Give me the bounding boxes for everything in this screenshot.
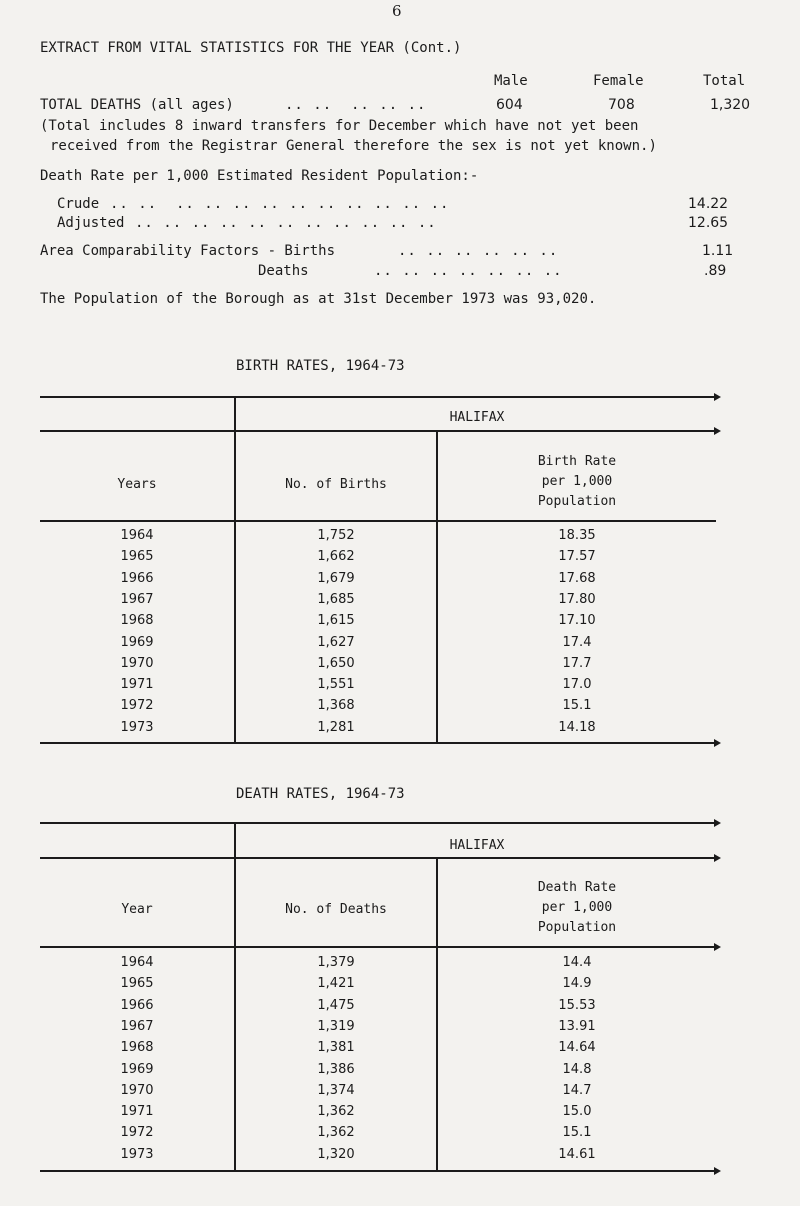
count-cell: 1,475	[317, 997, 355, 1013]
year-cell: 1972	[120, 1125, 154, 1141]
year-cell: 1965	[120, 549, 154, 565]
table-rule	[40, 742, 716, 744]
table-rule	[40, 946, 716, 948]
table-rule	[40, 396, 716, 398]
year-cell: 1967	[120, 1018, 154, 1034]
table-rule	[40, 520, 716, 522]
year-cell: 1966	[120, 997, 154, 1013]
birth-col-rate-line1: Birth Rate	[537, 454, 617, 469]
rate-cell: 17.7	[562, 655, 592, 671]
arrow-icon	[714, 854, 721, 862]
rate-cell: 15.1	[562, 698, 592, 714]
count-cell: 1,662	[317, 549, 355, 565]
rate-cell: 14.4	[562, 955, 592, 970]
rate-cell: 14.61	[558, 1146, 596, 1162]
count-cell: 1,368	[317, 698, 355, 714]
year-cell: 1967	[120, 591, 154, 607]
year-cell: 1970	[120, 1082, 154, 1098]
birth-col-years: Years	[117, 477, 157, 492]
leader-dots: .. .. .. .. .. ..	[398, 243, 559, 259]
year-cell: 1968	[120, 613, 154, 629]
rate-cell: 17.80	[558, 591, 596, 607]
acf-deaths-label: Deaths	[258, 263, 309, 279]
birth-col-rate-line3: Population	[537, 494, 617, 509]
rate-cell: 14.64	[558, 1040, 596, 1056]
death-col-deaths: No. of Deaths	[285, 902, 387, 917]
year-cell: 1965	[120, 976, 154, 992]
death-table-title: DEATH RATES, 1964-73	[236, 786, 405, 802]
death-col-rate-line3: Population	[537, 920, 617, 935]
table-rule	[40, 430, 716, 432]
rate-cell: 17.10	[558, 613, 596, 629]
col-total-label: Total	[703, 73, 746, 89]
acf-deaths-value: .89	[704, 263, 727, 279]
rate-cell: 17.57	[558, 549, 596, 565]
rate-cell: 14.9	[562, 976, 592, 992]
death-col-year: Year	[121, 902, 153, 917]
rate-cell: 14.8	[562, 1061, 592, 1077]
rate-cell: 17.68	[558, 570, 596, 586]
count-cell: 1,752	[317, 528, 355, 543]
count-cell: 1,374	[317, 1082, 355, 1098]
year-cell: 1969	[120, 634, 154, 650]
birth-col-rate-line2: per 1,000	[541, 474, 613, 489]
rate-cell: 13.91	[558, 1018, 596, 1034]
count-cell: 1,627	[317, 634, 355, 650]
year-cell: 1968	[120, 1040, 154, 1056]
acf-births-value: 1.11	[702, 243, 734, 259]
deaths-note-line2: received from the Registrar General therefore the sex is not yet known.)	[50, 138, 657, 154]
arrow-icon	[714, 393, 721, 401]
death-col-rate-line1: Death Rate	[537, 880, 617, 895]
deaths-note-line1: (Total includes 8 inward transfers for December which have not yet been	[40, 118, 639, 134]
leader-dots: .. .. .. .. .. .. .. .. .. .. .. ..	[110, 196, 450, 212]
year-cell: 1972	[120, 698, 154, 714]
leader-dots: .. .. .. .. ..	[285, 97, 427, 113]
birth-group-header: HALIFAX	[449, 410, 505, 425]
col-female-label: Female	[593, 73, 644, 89]
count-cell: 1,379	[317, 955, 355, 970]
acf-births-label: Area Comparability Factors - Births	[40, 243, 336, 259]
death-rate-heading: Death Rate per 1,000 Estimated Resident Population:-	[40, 168, 479, 184]
year-cell: 1971	[120, 677, 154, 693]
count-cell: 1,381	[317, 1040, 355, 1056]
birth-col-births: No. of Births	[285, 477, 387, 492]
year-cell: 1970	[120, 655, 154, 671]
count-cell: 1,685	[317, 591, 355, 607]
count-cell: 1,551	[317, 677, 355, 693]
arrow-icon	[714, 739, 721, 747]
death-group-header: HALIFAX	[449, 838, 505, 853]
table-rule	[40, 857, 716, 859]
rate-cell: 18.35	[558, 528, 596, 543]
adjusted-value: 12.65	[688, 215, 729, 231]
count-cell: 1,386	[317, 1061, 355, 1077]
rate-cell: 14.18	[558, 719, 596, 735]
crude-label: Crude	[57, 196, 100, 212]
deaths-male-value: 604	[496, 97, 523, 113]
leader-dots: .. .. .. .. .. .. .. .. .. .. ..	[135, 215, 437, 231]
arrow-icon	[714, 943, 721, 951]
year-cell: 1966	[120, 570, 154, 586]
count-cell: 1,362	[317, 1125, 355, 1141]
page-number: 6	[392, 2, 402, 20]
arrow-icon	[714, 427, 721, 435]
deaths-female-value: 708	[608, 97, 635, 113]
adjusted-label: Adjusted	[57, 215, 125, 231]
col-male-label: Male	[494, 73, 528, 89]
count-cell: 1,679	[317, 570, 355, 586]
table-rule	[40, 822, 716, 824]
birth-table-title: BIRTH RATES, 1964-73	[236, 358, 405, 374]
arrow-icon	[714, 819, 721, 827]
year-cell: 1973	[120, 719, 154, 735]
count-cell: 1,362	[317, 1104, 355, 1120]
leader-dots: .. .. .. .. .. .. ..	[374, 263, 563, 279]
table-rule	[40, 1170, 716, 1172]
year-cell: 1971	[120, 1104, 154, 1120]
count-cell: 1,319	[317, 1018, 355, 1034]
count-cell: 1,320	[317, 1146, 355, 1162]
crude-value: 14.22	[688, 196, 729, 212]
rate-cell: 17.4	[562, 634, 592, 650]
year-cell: 1964	[120, 955, 154, 970]
year-cell: 1964	[120, 528, 154, 543]
population-statement: The Population of the Borough as at 31st December 1973 was 93,020.	[40, 291, 597, 307]
rate-cell: 15.53	[558, 997, 596, 1013]
year-cell: 1973	[120, 1146, 154, 1162]
rate-cell: 15.1	[562, 1125, 592, 1141]
total-deaths-label: TOTAL DEATHS (all ages)	[40, 97, 234, 113]
arrow-icon	[714, 1167, 721, 1175]
rate-cell: 15.0	[562, 1104, 592, 1120]
rate-cell: 17.0	[562, 677, 592, 693]
count-cell: 1,650	[317, 655, 355, 671]
deaths-total-value: 1,320	[710, 97, 751, 113]
year-cell: 1969	[120, 1061, 154, 1077]
page-title: EXTRACT FROM VITAL STATISTICS FOR THE YEAR (Cont.)	[40, 40, 462, 56]
death-col-rate-line2: per 1,000	[541, 900, 613, 915]
rate-cell: 14.7	[562, 1082, 592, 1098]
count-cell: 1,421	[317, 976, 355, 992]
count-cell: 1,281	[317, 719, 355, 735]
count-cell: 1,615	[317, 613, 355, 629]
